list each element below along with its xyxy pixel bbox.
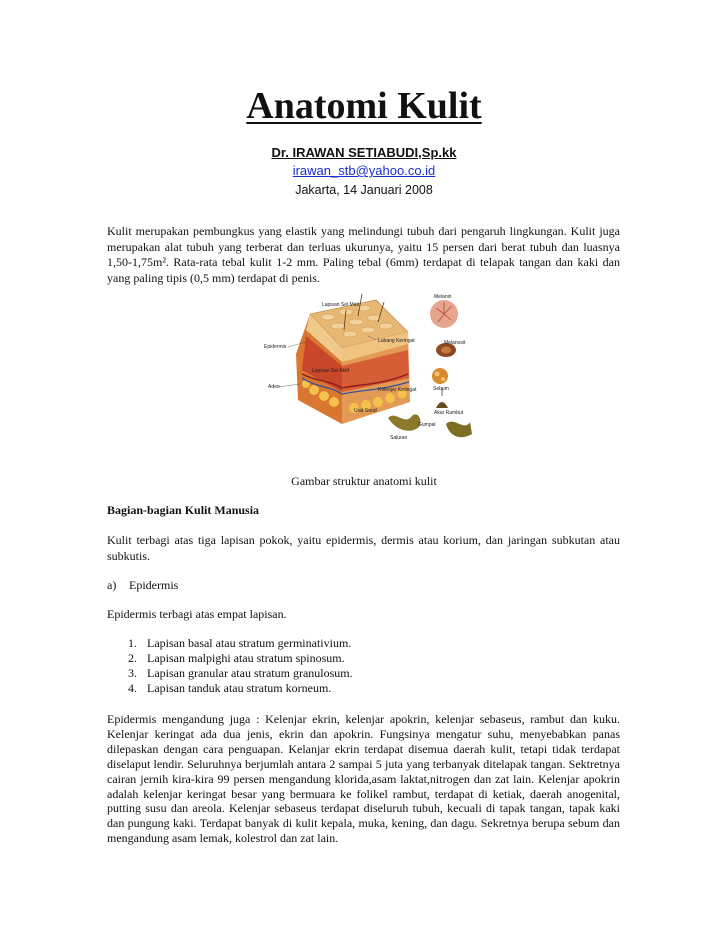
list-item-text: Lapisan malpighi atau stratum spinosum. (147, 651, 345, 665)
label-urat-saraf: Urat Saraf (354, 408, 377, 414)
skin-anatomy-illustration (258, 292, 478, 442)
list-item-text: Lapisan basal atau stratum germinativium. (147, 636, 352, 650)
label-lapisan-sel-mati: Lapisan Sel Mati (322, 302, 359, 308)
list-item (107, 666, 353, 681)
subsection-title: Epidermis (129, 578, 179, 592)
label-epidermis: Epidermis (264, 344, 287, 350)
list-item-number: 2. (128, 651, 137, 665)
intro-paragraph: Kulit merupakan pembungkus yang elastik yang melindungi tubuh dari pengaruh lingkungan. Kulit juga merupakan alat tubuh yang terberat dan terluas ukurunya, yaitu 15 persen dari berat tubuh dan luasnya 1,50-1,75m². Rata-rata tebal kulit 1-2 mm. Paling tebal (6mm) terdapat di telapak tangan dan kaki dan yang paling tipis (0,5 mm) terdapat di penis. (107, 224, 620, 285)
label-lubang-keringat: Lubang Keringat (378, 338, 415, 344)
skin-block (296, 294, 410, 424)
label-melanosit: Melanosit (444, 340, 466, 346)
list-item-number: 4. (128, 681, 137, 695)
melanin-inset (430, 294, 458, 328)
list-item-number: 3. (128, 666, 137, 680)
page-title: Anatomi Kulit (246, 85, 482, 127)
email-link[interactable]: irawan_stb@yahoo.co.id (292, 163, 436, 178)
label-lapisan-sel-aktif: Lapisan Sel Aktif (312, 368, 349, 374)
label-sebum: Sebum (433, 386, 449, 392)
label-melanin: Melanin (434, 294, 452, 300)
list-item-number: 1. (128, 636, 137, 650)
author-email (0, 163, 728, 179)
label-adiposa: Adeo (268, 384, 280, 390)
document-date: Jakarta, 14 Januari 2008 (295, 183, 433, 197)
author-name: Dr. IRAWAN SETIABUDI,Sp.kk (271, 145, 457, 160)
glands-inset (388, 414, 472, 441)
label-gumpal: Gumpal (418, 422, 436, 428)
list-item (107, 651, 353, 666)
subsection-marker: a) (107, 578, 117, 592)
list-item (107, 681, 353, 696)
melanosit-inset (436, 340, 466, 357)
list-item (107, 636, 353, 651)
list-item-text: Lapisan granular atau stratum granulosum. (147, 666, 353, 680)
epidermis-layer-list (107, 636, 353, 696)
epidermis-intro: Epidermis terbagi atas empat lapisan. (107, 607, 287, 621)
layers-paragraph: Kulit terbagi atas tiga lapisan pokok, yaitu epidermis, dermis atau korium, dan jaringan subkutan atau subkutis. (107, 533, 620, 563)
label-saluran: Saluran (390, 435, 408, 441)
list-item-text: Lapisan tanduk atau stratum korneum. (147, 681, 332, 695)
section-heading: Bagian-bagian Kulit Manusia (107, 503, 260, 517)
label-kelenjar-keringat: Kelenjar Keringat (378, 387, 417, 393)
sebum-inset (432, 368, 449, 392)
subsection-heading (107, 578, 178, 593)
epidermis-detail-paragraph: Epidermis mengandung juga : Kelenjar ekrin, kelenjar apokrin, kelenjar sebaseus, rambut dan kuku. Kelenjar keringat ada dua jenis, ekrin dan apokrin. Fungsinya mengatur suhu, menyebabkan panas dilepaskan dengan cara penguapan. Kelanjar ekrin terdapat disemua daerah kulit, tetapi tidak terdapat diselaput lendir. Seluruhnya berjumlah antara 2 sampai 5 juta yang terbanyak ditelapak tangan. Sektretnya cairan jernih kira-kira 99 persen mengandung klorida,asam laktat,nitrogen dan zat lain. Kelenjar apokrin adalah kelenjar keringat besar yang bermuara ke folikel rambut, terdapat di ketiak, daerah anogenital, putting susu dan areola. Kelenjar sebaseus terdapat diseluruh tubuh, kecuali di tapak tangan, tapak kaki dan pungung kaki. Terdapat banyak di kulit kepala, muka, kening, dan dagu. Sekretnya berupa sebum dan mengandung asam lemak, kolestrol dan zat lain. (107, 712, 620, 846)
label-akar-rambut: Akar Rambut (434, 410, 464, 416)
figure-caption: Gambar struktur anatomi kulit (291, 474, 437, 488)
hair-root-inset (434, 388, 464, 416)
